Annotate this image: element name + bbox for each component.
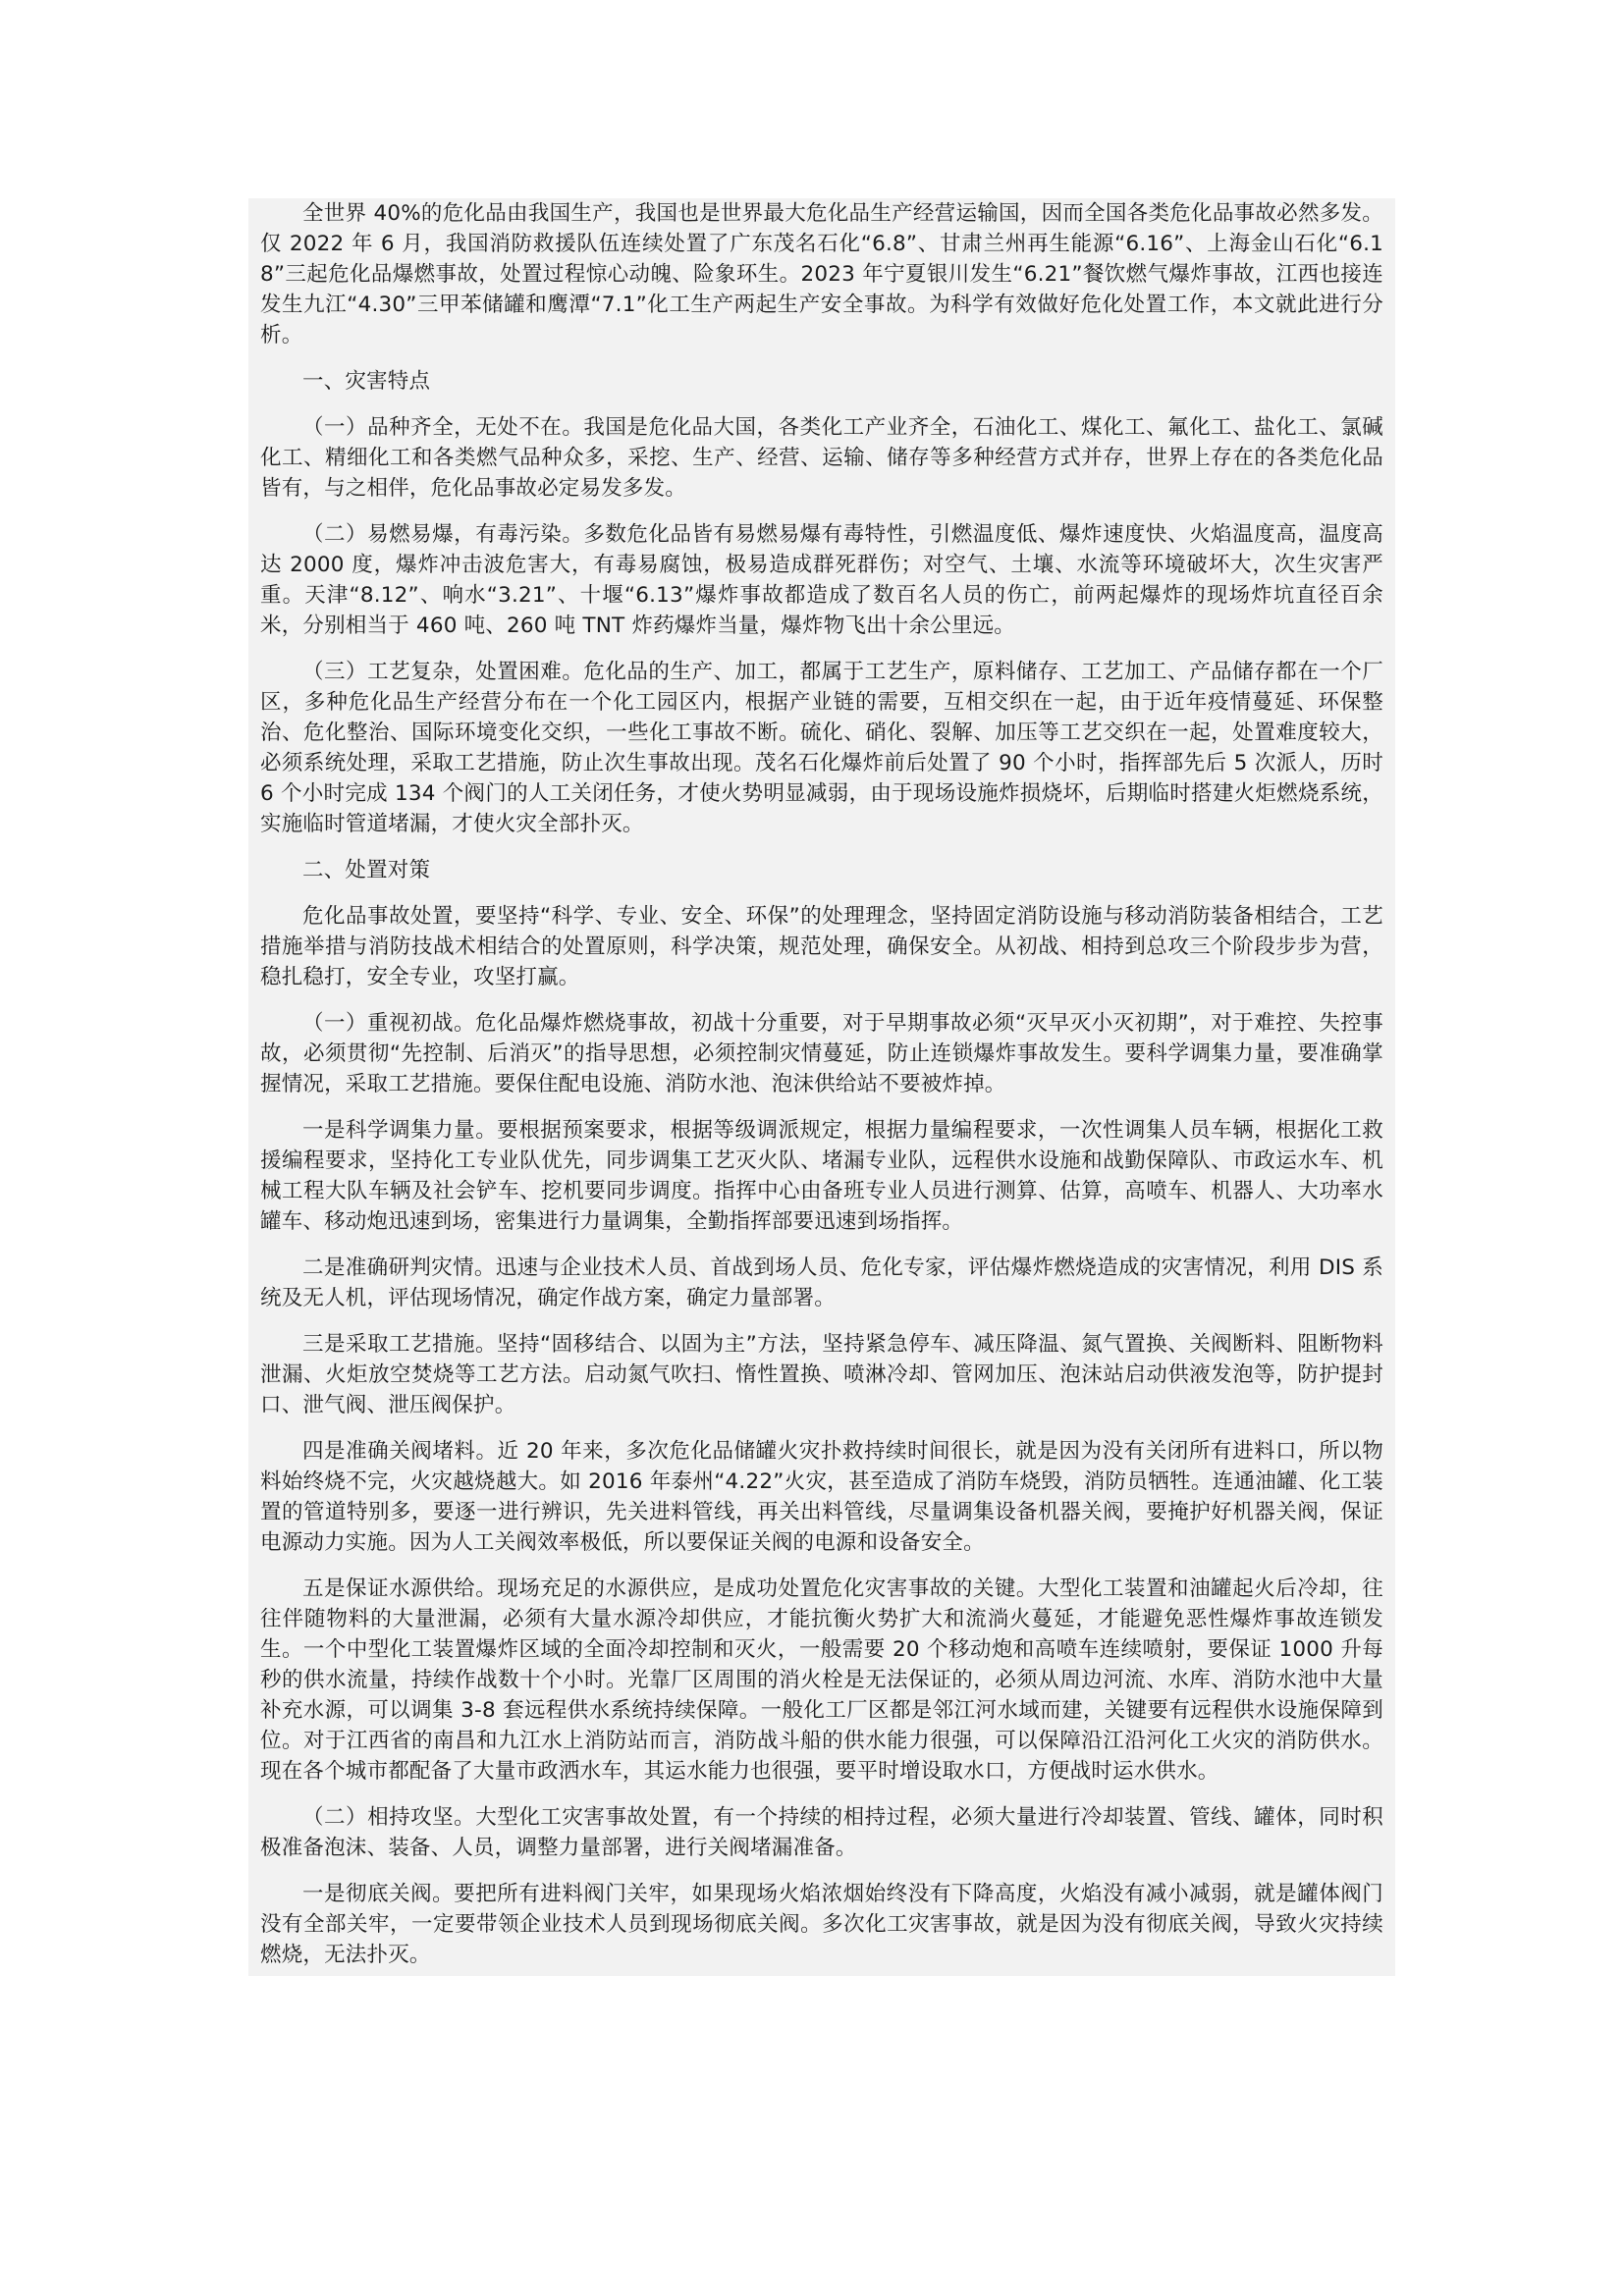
- paragraph-water-supply: 五是保证水源供给。现场充足的水源供应，是成功处置危化灾害事故的关键。大型化工装置和油罐起火后冷却，往往伴随物料的大量泄漏，必须有大量水源冷却供应，才能抗衡火势扩大和流淌火蔓延，才能避免恶性爆炸事故连锁发生。一个中型化工装置爆炸区域的全面冷却控制和灭火，一般需要 20 个移动炮和高喷车连续喷射，要保证 1000 升每秒的供水流量，持续作战数十个小时。光靠厂区周围的消火栓是无法保证的，必须从周边河流、水库、消防水池中大量补充水源，可以调集 3-8 套远程供水系统持续保障。一般化工厂区都是邻江河水域而建，关键要有远程供水设施保障到位。对于江西省的南昌和九江水上消防站而言，消防战斗船的供水能力很强，可以保障沿江沿河化工火灾的消防供水。现在各个城市都配备了大量市政洒水车，其运水能力也很强，要平时增设取水口，方便战时运水供水。: [260, 1576, 1383, 1784]
- article-body: [248, 198, 1395, 1976]
- paragraph-initial-battle: （一）重视初战。危化品爆炸燃烧事故，初战十分重要，对于早期事故必须“灭早灭小灭初期”，对于难控、失控事故，必须贯彻“先控制、后消灭”的指导思想，必须控制灾情蔓延，防止连锁爆炸事故发生。要科学调集力量，要准确掌握情况，采取工艺措施。要保住配电设施、消防水池、泡沫供给站不要被炸掉。: [260, 1011, 1383, 1096]
- paragraph-process-complex: （三）工艺复杂，处置困难。危化品的生产、加工，都属于工艺生产，原料储存、工艺加工、产品储存都在一个厂区，多种危化品生产经营分布在一个化工园区内，根据产业链的需要，互相交织在一起，由于近年疫情蔓延、环保整治、危化整治、国际环境变化交织，一些化工事故不断。硫化、硝化、裂解、加压等工艺交织在一起，处置难度较大，必须系统处理，采取工艺措施，防止次生事故出现。茂名石化爆炸前后处置了 90 个小时，指挥部先后 5 次派人，历时 6 个小时完成 134 个阀门的人工关闭任务，才使火势明显减弱，由于现场设施炸损烧坏，后期临时搭建火炬燃烧系统，实施临时管道堵漏，才使火灾全部扑灭。: [260, 660, 1383, 836]
- paragraph-flammable: （二）易燃易爆，有毒污染。多数危化品皆有易燃易爆有毒特性，引燃温度低、爆炸速度快、火焰温度高，温度高达 2000 度，爆炸冲击波危害大，有毒易腐蚀，极易造成群死群伤；对空气、土壤、水流等环境破坏大，次生灾害严重。天津“8.12”、响水“3.21”、十堰“6.13”爆炸事故都造成了数百名人员的伤亡，前两起爆炸的现场炸坑直径百余米，分别相当于 460 吨、260 吨 TNT 炸药爆炸当量，爆炸物飞出十余公里远。: [260, 522, 1383, 638]
- paragraph-variety: （一）品种齐全，无处不在。我国是危化品大国，各类化工产业齐全，石油化工、煤化工、氟化工、盐化工、氯碱化工、精细化工和各类燃气品种众多，采挖、生产、经营、运输、储存等多种经营方式并存，世界上存在的各类危化品皆有，与之相伴，危化品事故必定易发多发。: [260, 415, 1383, 501]
- paragraph-principles: 危化品事故处置，要坚持“科学、专业、安全、环保”的处理理念，坚持固定消防设施与移动消防装备相结合，工艺措施举措与消防技战术相结合的处置原则，科学决策，规范处理，确保安全。从初战、相持到总攻三个阶段步步为营，稳扎稳打，安全专业，攻坚打赢。: [260, 904, 1383, 989]
- paragraph-assess-situation: 二是准确研判灾情。迅速与企业技术人员、首战到场人员、危化专家，评估爆炸燃烧造成的灾害情况，利用 DIS 系统及无人机，评估现场情况，确定作战方案，确定力量部署。: [260, 1255, 1383, 1310]
- paragraph-process-measures: 三是采取工艺措施。坚持“固移结合、以固为主”方法，坚持紧急停车、减压降温、氮气置换、关阀断料、阻断物料泄漏、火炬放空焚烧等工艺方法。启动氮气吹扫、惰性置换、喷淋冷却、管网加压、泡沫站启动供液发泡等，防护提封口、泄气阀、泄压阀保护。: [260, 1332, 1383, 1417]
- paragraph-full-valve-closure: 一是彻底关阀。要把所有进料阀门关牢，如果现场火焰浓烟始终没有下降高度，火焰没有减小减弱，就是罐体阀门没有全部关牢，一定要带领企业技术人员到现场彻底关阀。多次化工灾害事故，就是因为没有彻底关阀，导致火灾持续燃烧，无法扑灭。: [260, 1882, 1383, 1967]
- section-heading-disaster-features: 一、灾害特点: [302, 369, 431, 394]
- paragraph-stalemate: （二）相持攻坚。大型化工灾害事故处置，有一个持续的相持过程，必须大量进行冷却装置、管线、罐体，同时积极准备泡沫、装备、人员，调整力量部署，进行关阀堵漏准备。: [260, 1805, 1383, 1860]
- intro-paragraph: 全世界 40%的危化品由我国生产，我国也是世界最大危化品生产经营运输国，因而全国各类危化品事故必然多发。仅 2022 年 6 月，我国消防救援队伍连续处置了广东茂名石化“6.8”、甘肃兰州再生能源“6.16”、上海金山石化“6.18”三起危化品爆燃事故，处置过程惊心动魄、险象环生。2023 年宁夏银川发生“6.21”餐饮燃气爆炸事故，江西也接连发生九江“4.30”三甲苯储罐和鹰潭“7.1”化工生产两起生产安全事故。为科学有效做好危化处置工作，本文就此进行分析。: [260, 201, 1383, 347]
- section-heading-countermeasures: 二、处置对策: [302, 858, 431, 882]
- paragraph-dispatch-forces: 一是科学调集力量。要根据预案要求，根据等级调派规定，根据力量编程要求，一次性调集人员车辆，根据化工救援编程要求，坚持化工专业队优先，同步调集工艺灭火队、堵漏专业队，远程供水设施和战勤保障队、市政运水车、机械工程大队车辆及社会铲车、挖机要同步调度。指挥中心由备班专业人员进行测算、估算，高喷车、机器人、大功率水罐车、移动炮迅速到场，密集进行力量调集，全勤指挥部要迅速到场指挥。: [260, 1118, 1383, 1234]
- paragraph-close-valves: 四是准确关阀堵料。近 20 年来，多次危化品储罐火灾扑救持续时间很长，就是因为没有关闭所有进料口，所以物料始终烧不完，火灾越烧越大。如 2016 年泰州“4.22”火灾，甚至造成了消防车烧毁，消防员牺牲。连通油罐、化工装置的管道特别多，要逐一进行辨识，先关进料管线，再关出料管线，尽量调集设备机器关阀，要掩护好机器关阀，保证电源动力实施。因为人工关阀效率极低，所以要保证关阀的电源和设备安全。: [260, 1439, 1383, 1555]
